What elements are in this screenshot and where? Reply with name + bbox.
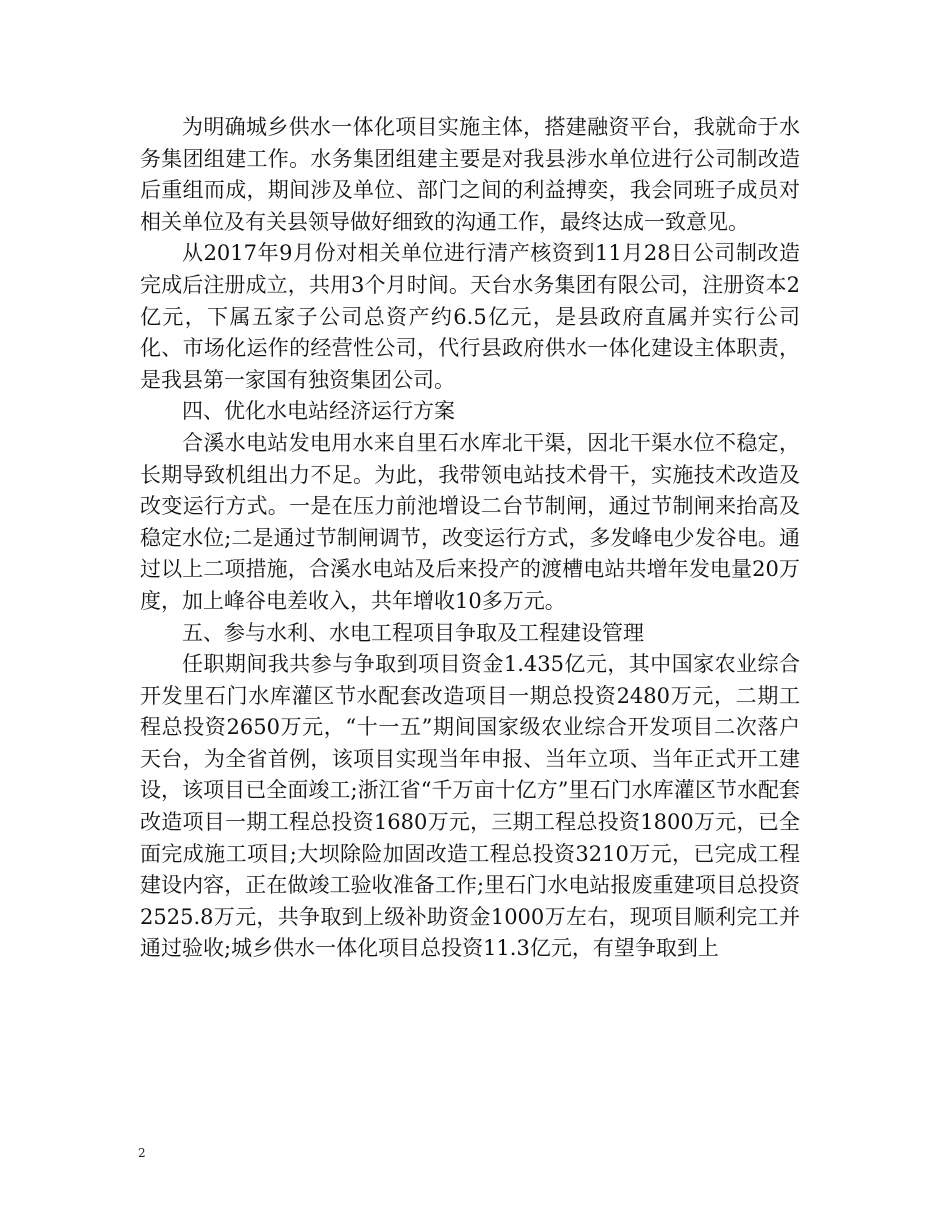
page-number: 2 [138, 1146, 146, 1160]
body-paragraph-1: 为明确城乡供水一体化项目实施主体，搭建融资平台，我就命于水务集团组建工作。水务集团组建主要是对我县涉水单位进行公司制改造后重组而成，期间涉及单位、部门之间的利益搏奕，我会同班子成员对相关单位及有关县领导做好细致的沟通工作，最终达成一致意见。 [140, 115, 800, 234]
body-paragraph-3: 合溪水电站发电用水来自里石水库北干渠，因北干渠水位不稳定，长期导致机组出力不足。为此，我带领电站技术骨干，实施技术改造及改变运行方式。一是在压力前池增设二台节制闸，通过节制闸来抬高及稳定水位;二是通过节制闸调节，改变运行方式，多发峰电少发谷电。通过以上二项措施，合溪水电站及后来投产的渡槽电站共增年发电量20万度，加上峰谷电差收入，共年增收10多万元。 [140, 430, 800, 613]
body-paragraph-2: 从2017年9月份对相关单位进行清产核资到11月28日公司制改造完成后注册成立，共用3个月时间。天台水务集团有限公司，注册资本2亿元，下属五家子公司总资产约6.5亿元，是县政府直属并实行公司化、市场化运作的经营性公司，代行县政府供水一体化建设主体职责，是我县第一家国有独资集团公司。 [140, 241, 800, 392]
body-paragraph-4: 任职期间我共参与争取到项目资金1.435亿元，其中国家农业综合开发里石门水库灌区节水配套改造项目一期总投资2480万元，二期工程总投资2650万元，“十一五”期间国家级农业综合开发项目二次落户天台，为全省首例，该项目实现当年申报、当年立项、当年正式开工建设，该项目已全面竣工;浙江省“千万亩十亿方”里石门水库灌区节水配套改造项目一期工程总投资1680万元，三期工程总投资1800万元，已全面完成施工项目;大坝除险加固改造工程总投资3210万元，已完成工程建设内容，正在做竣工验收准备工作;里石门水电站报废重建项目总投资2525.8万元，共争取到上级补助资金1000万左右，现项目顺利完工并通过验收;城乡供水一体化项目总投资11.3亿元，有望争取到上 [140, 652, 800, 961]
document-body [140, 112, 800, 965]
section-heading-5: 五、参与水利、水电工程项目争取及工程建设管理 [182, 620, 644, 645]
section-heading-4: 四、优化水电站经济运行方案 [182, 399, 455, 424]
